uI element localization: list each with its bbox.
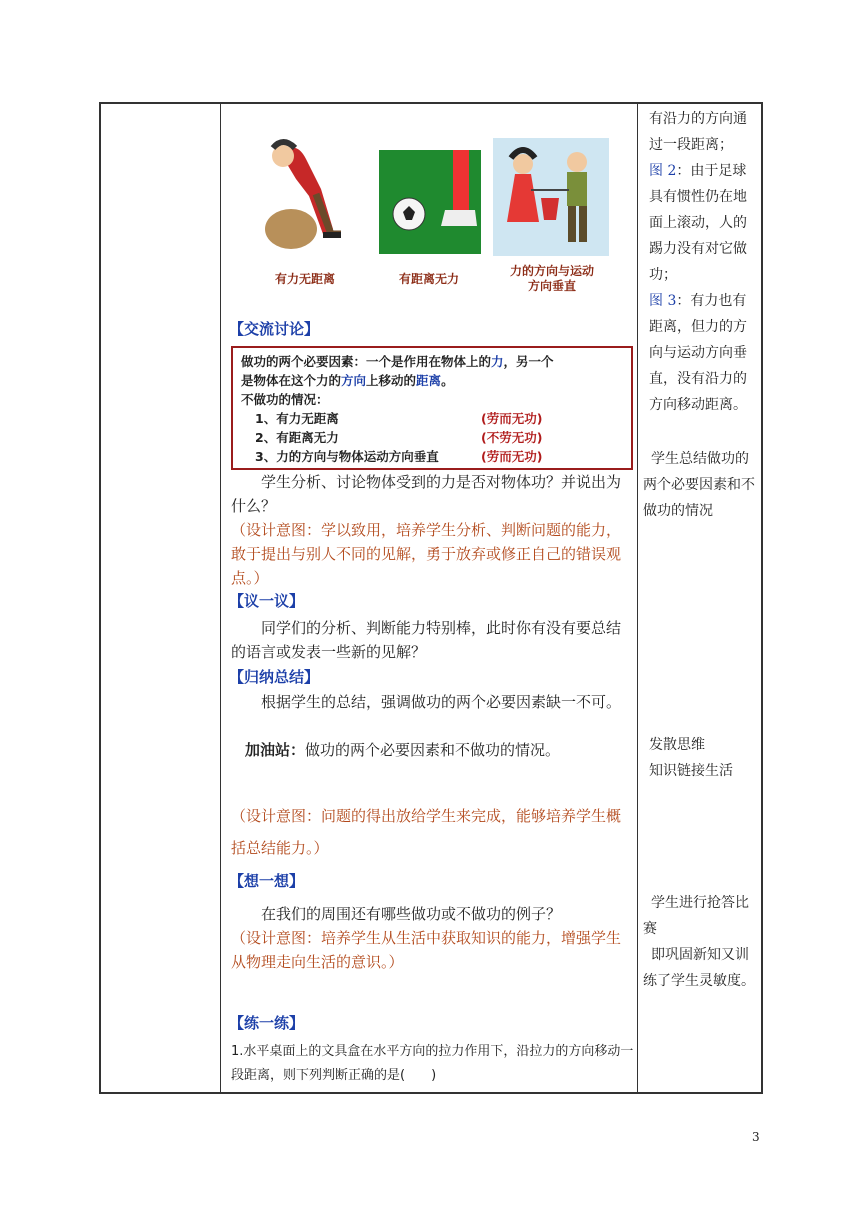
- design-intent-3: （设计意图：培养学生从生活中获取知识的能力，增强学生从物理走向生活的意识。）: [231, 929, 622, 971]
- illustration-row: [261, 134, 621, 314]
- note-fig2: 图 2：由于足球具有惯性仍在地面上滚动，人的踢力没有对它做功；: [649, 163, 747, 283]
- caption-1: 有力无距离: [274, 272, 335, 286]
- design-intent-2: （设计意图：问题的得出放给学生来完成，能够培养学生概括总结能力。）: [231, 807, 622, 857]
- practice-heading: 【练一练】: [229, 1014, 305, 1032]
- column-divider-2: [637, 104, 638, 1092]
- case-row: 2、有距离无力 (不劳无功): [255, 430, 543, 445]
- lesson-table: [99, 102, 763, 1094]
- practice-question-1: 1.水平桌面上的文具盒在水平方向的拉力作用下，沿拉力的方向移动一段距离，则下列判断正确的是( ): [231, 1044, 634, 1083]
- column-divider-1: [220, 104, 221, 1092]
- teaching-content-column: [223, 104, 637, 1092]
- note-reinforce: 即巩固新知又训练了学生灵敏度。: [643, 947, 755, 989]
- page-number: 3: [752, 1130, 760, 1144]
- note-contest: 学生进行抢答比赛: [643, 895, 749, 937]
- carry-bucket-illustration: [493, 138, 609, 256]
- discussion-heading: 【交流讨论】: [229, 320, 320, 338]
- summary-heading: 【归纳总结】: [229, 668, 320, 686]
- note-fig1: 有沿力的方向通过一段距离；: [649, 111, 747, 153]
- note-diverge: 发散思维: [649, 737, 705, 753]
- discuss-paragraph: 同学们的分析、判断能力特别棒，此时你有没有要总结的语言或发表一些新的见解？: [231, 619, 622, 661]
- caption-3: 力的方向与运动 方向垂直: [509, 264, 594, 293]
- caption-2: 有距离无力: [398, 272, 459, 286]
- discussion-paragraph: 学生分析、讨论物体受到的力是否对物体功？并说出为什么？: [231, 473, 622, 515]
- key-points-box: 做功的两个必要因素：一个是作用在物体上的力，另一个 是物体在这个力的方向上移动的距离。 不做功的情况： 1、有力无距离 (劳而无功) 2、有距离无力 (不劳无功) 3、力的方向与物体运动方向垂直 (劳而无功): [231, 346, 633, 470]
- push-rock-illustration: [261, 134, 361, 254]
- summary-paragraph: 根据学生的总结，强调做功的两个必要因素缺一不可。: [261, 693, 622, 711]
- soccer-ball-illustration: [379, 150, 481, 254]
- case-row: 3、力的方向与物体运动方向垂直 (劳而无功): [255, 449, 543, 464]
- notes-column: [641, 104, 763, 1092]
- think-heading: 【想一想】: [229, 872, 305, 890]
- case-row: 1、有力无距离 (劳而无功): [255, 411, 543, 426]
- think-paragraph: 在我们的周围还有哪些做功或不做功的例子？: [261, 905, 562, 923]
- note-fig3: 图 3：有力也有距离，但力的方向与运动方向垂直，没有沿力的方向移动距离。: [649, 293, 747, 413]
- note-summary: 学生总结做功的两个必要因素和不做功的情况: [643, 451, 755, 519]
- discuss-heading: 【议一议】: [229, 592, 305, 610]
- station-line: 加油站：做功的两个必要因素和不做功的情况。: [245, 741, 561, 759]
- note-link-life: 知识链接生活: [649, 763, 733, 779]
- design-intent-1: （设计意图：学以致用，培养学生分析、判断问题的能力，敢于提出与别人不同的见解，勇于放弃或修正自己的错误观点。）: [231, 521, 622, 587]
